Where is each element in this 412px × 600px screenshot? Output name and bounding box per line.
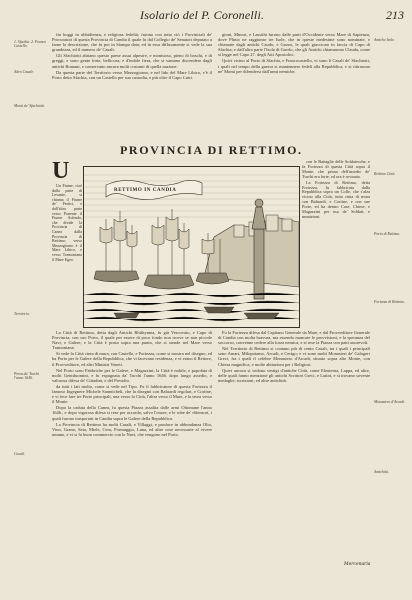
banner	[106, 180, 202, 199]
paragraph: Nel Territorio di Rettimo si contano più di cento Casali, tra i quali i principali sono Amari, Milopotamo, Arcadi, e Cerigo; e vi sono molti Monasteri de' Calogeri Greci, fra i quali il celebre Monastero d'Arcadi, situato sopra alto Monte, con Chiesa magnifica, e molte abitazioni per i Religiosi.	[218, 346, 370, 367]
margin-note: Monti de' Sfachiotti.	[14, 104, 45, 108]
left-column	[52, 184, 82, 326]
paragraph: La Provincia di Rettimo ha molti Casali, e Villaggi, e produce in abbondanza Olio, Vino, Grano, Seta, Miele, Cera, Formaggio, Lana, ed altre cose necessarie al vivere umano, e vi si fa buon commercio con le Navi, che vengono nel Porto.	[52, 421, 212, 437]
engraving-rettimo-harbor	[83, 166, 300, 328]
margin-note: 1. Sfachia. 2. Franco Castello.	[14, 40, 47, 49]
paragraph: gioni, Minori, e Lassithi furono dalle parti d'Occidente verso Mare di Sapienza, dove Plinio ne raggiunse tre Isole, che in queste medesime sono nominate, e chiamate dagli antichi Caudo, e Gozzo, le quali giacciono in faccia di Capo di Sfachia; e dall'altra parte l'Isola di Gavdo, che gli Antichi chiamarono Clauda, come si legge nel Capo 27. degli Atti Apostolici.	[218, 32, 370, 58]
paragraph: La Città di Rettimo, detta dagli Antichi Rhithymna, fu già Vescovato, e Capo di Provincia, con suo Porto, il quale per essere di poco fondo non riceve se non piccole Navi, e Galere; e la Città è posta sopra una punta, che si stende nel Mare verso Tramontana.	[52, 330, 212, 351]
margin-note: Rettimo Città.	[374, 172, 396, 176]
bottom-right-column	[218, 330, 370, 560]
top-left-column	[52, 32, 212, 140]
paragraph: Fu la Fortezza difesa dal Capitano Generale da Mare, e dal Provveditore Generale di Candia con molta bravura, ma essendo mancate le provvisioni, e la speranza del soccorso, convenne cedere alla forza nemica, e si rese la Piazza con patti onorevoli.	[218, 330, 370, 346]
monument	[252, 199, 266, 299]
banner-label: RETTIMO IN CANDIA	[114, 188, 177, 193]
section-title: PROVINCIA DI RETTIMO.	[120, 143, 303, 157]
page-header	[0, 6, 412, 26]
margin-note: Antichità.	[374, 470, 389, 474]
harbor-illustration	[84, 167, 299, 327]
page-number: 213	[386, 8, 404, 22]
paragraph: Un Fiume, cioè dalla parte di Levante, si chiama il Fiume de' Pertici, e dall'altra parte verso Ponente il Fiume Asfendo, che divide la Provincia di Canea dalla Provincia di Rettimo; verso Mezzogiorno è il Mare Libico, e verso Tramontana il Mare Egeo.	[52, 184, 82, 262]
paragraph: con le Battaglie delle Soldatesche, e fa Fortezza di questa Città sopra il Monte, che prima dell'assedio de' Turchi era forte, ed ora è rovinata.	[302, 160, 370, 179]
margin-note: Casali.	[14, 452, 25, 456]
catchword: Mercenaria	[344, 562, 371, 567]
top-right-column	[218, 32, 370, 140]
paragraph: Nel Porto sono Fabbriche per le Galere, e Magazzini; la Città è nobile, e popolata di molti Gentiluomini, e fu espugnata da' Turchi l'anno 1646. dopo lungo assedio, e valorosa difesa de' Cittadini, e del Presidio.	[52, 367, 212, 383]
margin-note: Fortezza di Rettimo.	[374, 300, 405, 304]
drop-cap: U	[52, 158, 70, 184]
margin-note: Monastero d'Arcadi.	[374, 400, 406, 404]
paragraph: Gli Sfachiotti abitano questo paese assai alpestre, e montuoso, pieno di boschi, e di greggi, e sono gente forte, bellicosa, e d'indole fiera, che si vantano discendere dagli antichi Romani, e conservano ancora molti costumi di quella nazione.	[52, 53, 212, 69]
paragraph: Da questa parte del Territorio verso Mezzogiorno, e nel lido del Mare Libico, v'è il Porto detto Sfachia, con un Castello per sua custodia, e più oltre il Capo Cutri.	[52, 69, 212, 80]
ships	[94, 209, 229, 289]
paragraph: fin hoggi in ubbidienza, e religiosa fedeltà; furono con tutto ciò i Provinciali de' Procuratori di questa Provincia di Candia il quale fu dal Collegio de' Senatori deputato a farne la descrizione, che fu poi in Stampa data; ed in essa diffusamente si vede la sua grandezza, ed il numero de' Casali.	[52, 32, 212, 53]
running-title: Isolario del P. Coronelli.	[140, 8, 265, 22]
bottom-left-column	[52, 330, 212, 560]
paragraph: La Fortezza di Rettimo, detta Fortezza, fu fabbricata dalla Repubblica sopra un Colle, che s'alza vicino alla Città, tutta cinta di mura con Baluardi, e Cortine, e con sue Porte, ed ha dentro Case, Chiese, e Magazzini per uso de' Soldati, e munizioni.	[302, 179, 370, 219]
paragraph: Quivi vicino al Porto di Sfachia, e Francocastello, vi sono li Casali de' Sfachiotti, i quali nel tempo della guerra si mantennero fedeli alla Repubblica, e si ritirarono ne' Monti per difendersi dall'armi nemiche.	[218, 58, 370, 74]
margin-note: Antiche Isole.	[374, 38, 395, 42]
margin-note: Altro Casale.	[14, 70, 35, 74]
paragraph: Quivi ancora si vedono vestigi d'antiche Città, come Eleuterna, Lappa, ed altre, delle quali fanno menzione gli antichi Scrittori Greci, e Latini, e si trovano sovente medaglie, iscrizioni, ed altre antichità.	[218, 367, 370, 383]
paragraph: Si vede la Città cinta di mura, con Castello, e Fortezza, come si mostra nel disegno, ed ha Porto per le Galere della Repubblica, che vi facevano residenza; e vi erano il Rettore, il Provveditore, ed altri Ministri Veneti.	[52, 351, 212, 367]
paragraph: da tutti i lati molto, come si vede nel Tipo. Fu il fabbricatore di questa Fortezza il famoso Ingegnere Michele Sanmicheli, che la disegnò con Baluardi regolari, e Cortine, e vi fece fare tre Porte principali, una verso la Città, l'altra verso il Mare, e la terza verso il Monte.	[52, 383, 212, 405]
paragraph: Dopo la caduta della Canea, fu questa Piazza assalita dalle armi Ottomane l'anno 1646., e dopo vigorosa difesa si rese per accordo, salvo l'onore, e le robe de' difensori, i quali furono trasportati in Candia sopra le Galere della Repubblica.	[52, 405, 212, 421]
margin-note: Presa da' Turchi l'anno 1646.	[14, 372, 40, 381]
right-column	[302, 160, 370, 326]
margin-note: Territorio.	[14, 312, 30, 316]
margin-note: Porto di Rettimo.	[374, 232, 401, 236]
